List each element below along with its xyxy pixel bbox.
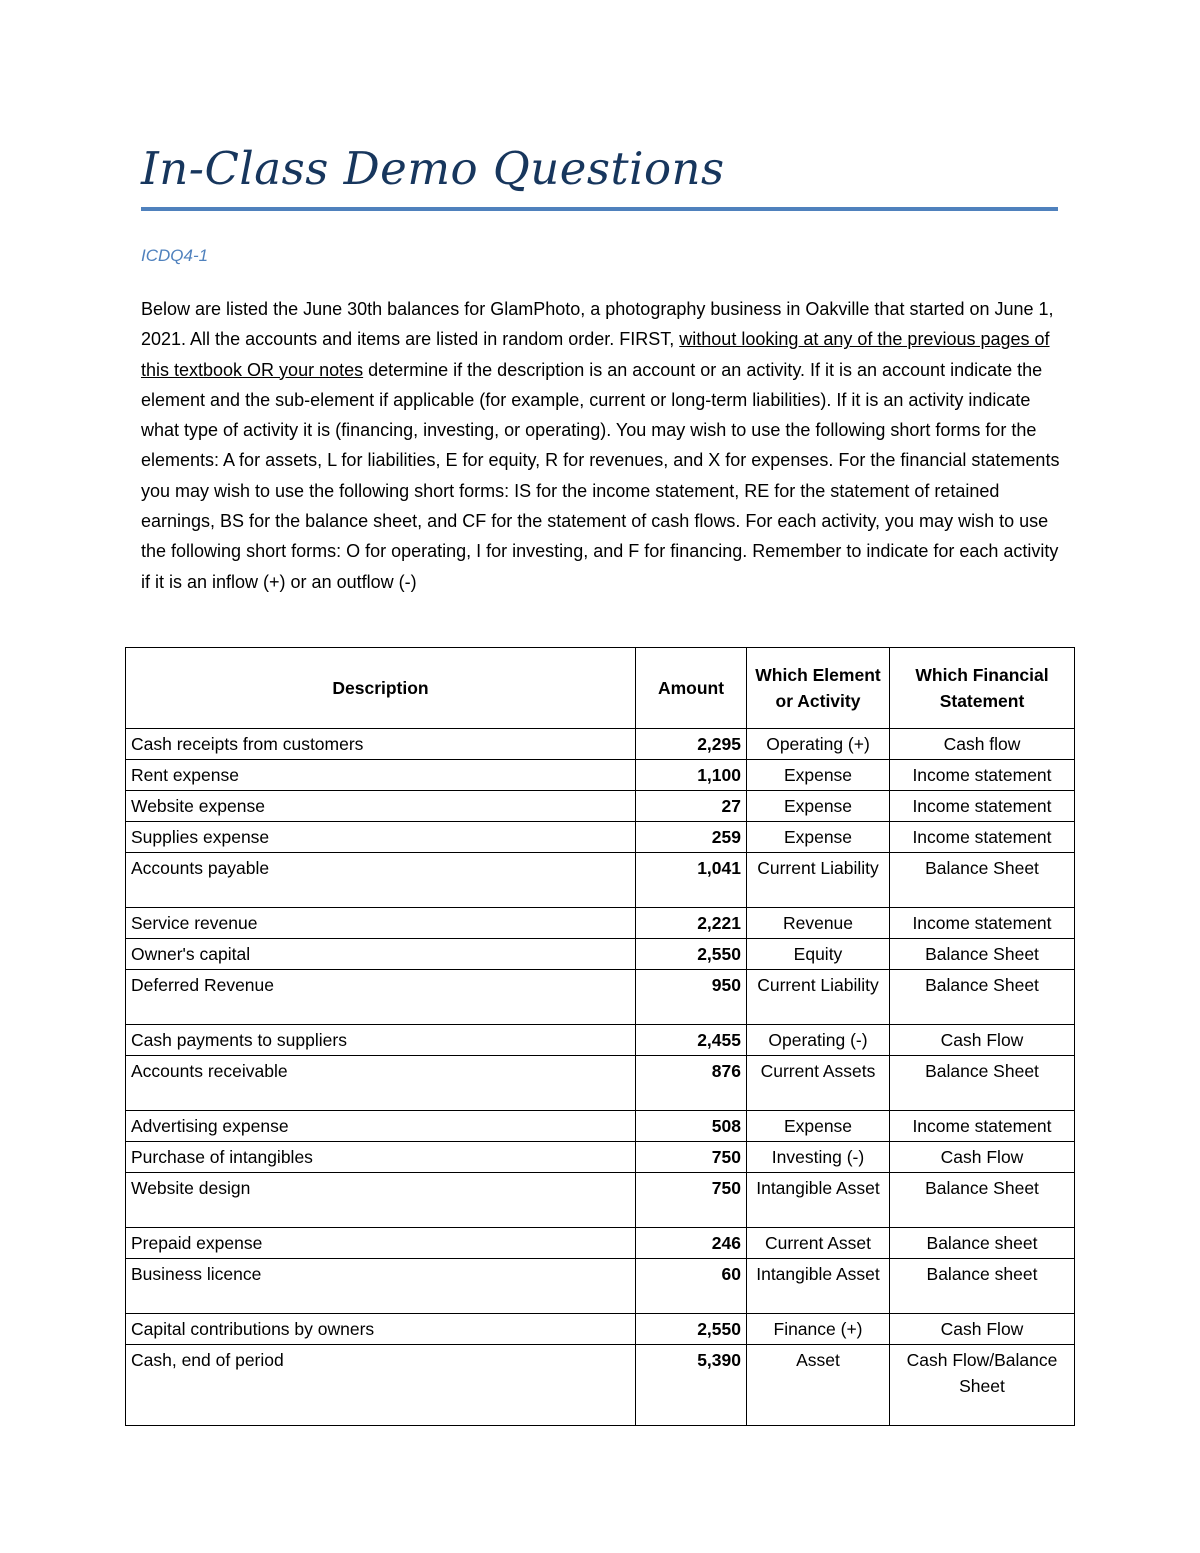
cell-statement: Income statement xyxy=(890,760,1075,791)
header-statement: Which Financial Statement xyxy=(890,648,1075,729)
table-row xyxy=(126,853,1075,908)
table-row xyxy=(126,1111,1075,1142)
cell-element: Expense xyxy=(747,822,890,853)
cell-element: Operating (+) xyxy=(747,729,890,760)
cell-amount: 27 xyxy=(636,791,747,822)
cell-description: Prepaid expense xyxy=(126,1228,636,1259)
cell-statement: Cash Flow/Balance Sheet xyxy=(890,1345,1075,1426)
title-rule xyxy=(141,207,1058,211)
cell-description: Cash receipts from customers xyxy=(126,729,636,760)
page-title: In-Class Demo Questions xyxy=(141,142,725,195)
table-row xyxy=(126,1259,1075,1314)
cell-statement: Income statement xyxy=(890,908,1075,939)
cell-description: Owner's capital xyxy=(126,939,636,970)
table-row xyxy=(126,791,1075,822)
cell-element: Finance (+) xyxy=(747,1314,890,1345)
cell-description: Cash, end of period xyxy=(126,1345,636,1426)
cell-statement: Income statement xyxy=(890,822,1075,853)
table-header-row xyxy=(126,648,1075,729)
cell-statement: Balance sheet xyxy=(890,1228,1075,1259)
cell-statement: Cash Flow xyxy=(890,1025,1075,1056)
cell-element: Current Liability xyxy=(747,970,890,1025)
table-row xyxy=(126,1314,1075,1345)
cell-element: Intangible Asset xyxy=(747,1259,890,1314)
instructions-part-1: Below are listed the June 30th balances for GlamPhoto, a photography business in Oakville that started on June 1, 2021. All the accounts and items are listed in random order. FIRST, xyxy=(141,299,1054,350)
cell-amount: 508 xyxy=(636,1111,747,1142)
cell-statement: Balance Sheet xyxy=(890,1056,1075,1111)
cell-description: Capital contributions by owners xyxy=(126,1314,636,1345)
header-element: Which Element or Activity xyxy=(747,648,890,729)
cell-element: Current Asset xyxy=(747,1228,890,1259)
cell-element: Expense xyxy=(747,760,890,791)
table-row xyxy=(126,1056,1075,1111)
table-row xyxy=(126,822,1075,853)
header-description: Description xyxy=(126,648,636,729)
question-id: ICDQ4-1 xyxy=(141,246,209,265)
table-row xyxy=(126,1345,1075,1426)
cell-statement: Balance Sheet xyxy=(890,970,1075,1025)
cell-amount: 259 xyxy=(636,822,747,853)
cell-amount: 1,041 xyxy=(636,853,747,908)
cell-amount: 2,221 xyxy=(636,908,747,939)
cell-element: Expense xyxy=(747,791,890,822)
cell-statement: Balance Sheet xyxy=(890,853,1075,908)
cell-element: Current Liability xyxy=(747,853,890,908)
cell-description: Business licence xyxy=(126,1259,636,1314)
cell-statement: Income statement xyxy=(890,1111,1075,1142)
cell-statement: Balance sheet xyxy=(890,1259,1075,1314)
cell-element: Asset xyxy=(747,1345,890,1426)
cell-element: Intangible Asset xyxy=(747,1173,890,1228)
cell-description: Supplies expense xyxy=(126,822,636,853)
table-row xyxy=(126,970,1075,1025)
cell-amount: 2,550 xyxy=(636,1314,747,1345)
cell-element: Current Assets xyxy=(747,1056,890,1111)
cell-amount: 2,455 xyxy=(636,1025,747,1056)
table-row xyxy=(126,1142,1075,1173)
cell-amount: 5,390 xyxy=(636,1345,747,1426)
cell-description: Accounts payable xyxy=(126,853,636,908)
table-row xyxy=(126,729,1075,760)
cell-element: Investing (-) xyxy=(747,1142,890,1173)
table-row xyxy=(126,908,1075,939)
table-row xyxy=(126,1025,1075,1056)
cell-description: Deferred Revenue xyxy=(126,970,636,1025)
cell-amount: 2,550 xyxy=(636,939,747,970)
cell-amount: 876 xyxy=(636,1056,747,1111)
cell-element: Expense xyxy=(747,1111,890,1142)
instructions-paragraph xyxy=(141,294,1066,597)
cell-statement: Cash flow xyxy=(890,729,1075,760)
table-row xyxy=(126,1173,1075,1228)
cell-description: Purchase of intangibles xyxy=(126,1142,636,1173)
cell-amount: 246 xyxy=(636,1228,747,1259)
cell-amount: 2,295 xyxy=(636,729,747,760)
instructions-part-2: determine if the description is an account or an activity. If it is an account indicate the element and the sub-element if applicable (for example, current or long-term liabilities). If it is an activity indicate what type of activity it is (financing, investing, or operating). You may wish to use the following short forms for the elements: A for assets, L for liabilities, E for equity, R for revenues, and X for expenses. For the financial statements you may wish to use the following short forms: IS for the income statement, RE for the statement of retained earnings, BS for the balance sheet, and CF for the statement of cash flows. For each activity, you may wish to use the following short forms: O for operating, I for investing, and F for financing. Remember to indicate for each activity if it is an inflow (+) or an outflow (-) xyxy=(141,359,1060,592)
cell-statement: Cash Flow xyxy=(890,1142,1075,1173)
cell-description: Website design xyxy=(126,1173,636,1228)
cell-statement: Income statement xyxy=(890,791,1075,822)
cell-statement: Balance Sheet xyxy=(890,939,1075,970)
header-amount: Amount xyxy=(636,648,747,729)
cell-description: Advertising expense xyxy=(126,1111,636,1142)
cell-statement: Balance Sheet xyxy=(890,1173,1075,1228)
cell-amount: 750 xyxy=(636,1142,747,1173)
accounts-table xyxy=(125,647,1075,1426)
table-row xyxy=(126,1228,1075,1259)
cell-element: Operating (-) xyxy=(747,1025,890,1056)
table-row xyxy=(126,760,1075,791)
cell-amount: 750 xyxy=(636,1173,747,1228)
cell-description: Cash payments to suppliers xyxy=(126,1025,636,1056)
cell-element: Revenue xyxy=(747,908,890,939)
cell-amount: 950 xyxy=(636,970,747,1025)
instructions-underlined: without looking at any of the previous pages of this textbook OR your notes xyxy=(141,329,1050,380)
cell-description: Website expense xyxy=(126,791,636,822)
cell-description: Rent expense xyxy=(126,760,636,791)
table-row xyxy=(126,939,1075,970)
cell-element: Equity xyxy=(747,939,890,970)
cell-amount: 60 xyxy=(636,1259,747,1314)
cell-statement: Cash Flow xyxy=(890,1314,1075,1345)
cell-amount: 1,100 xyxy=(636,760,747,791)
cell-description: Accounts receivable xyxy=(126,1056,636,1111)
cell-description: Service revenue xyxy=(126,908,636,939)
